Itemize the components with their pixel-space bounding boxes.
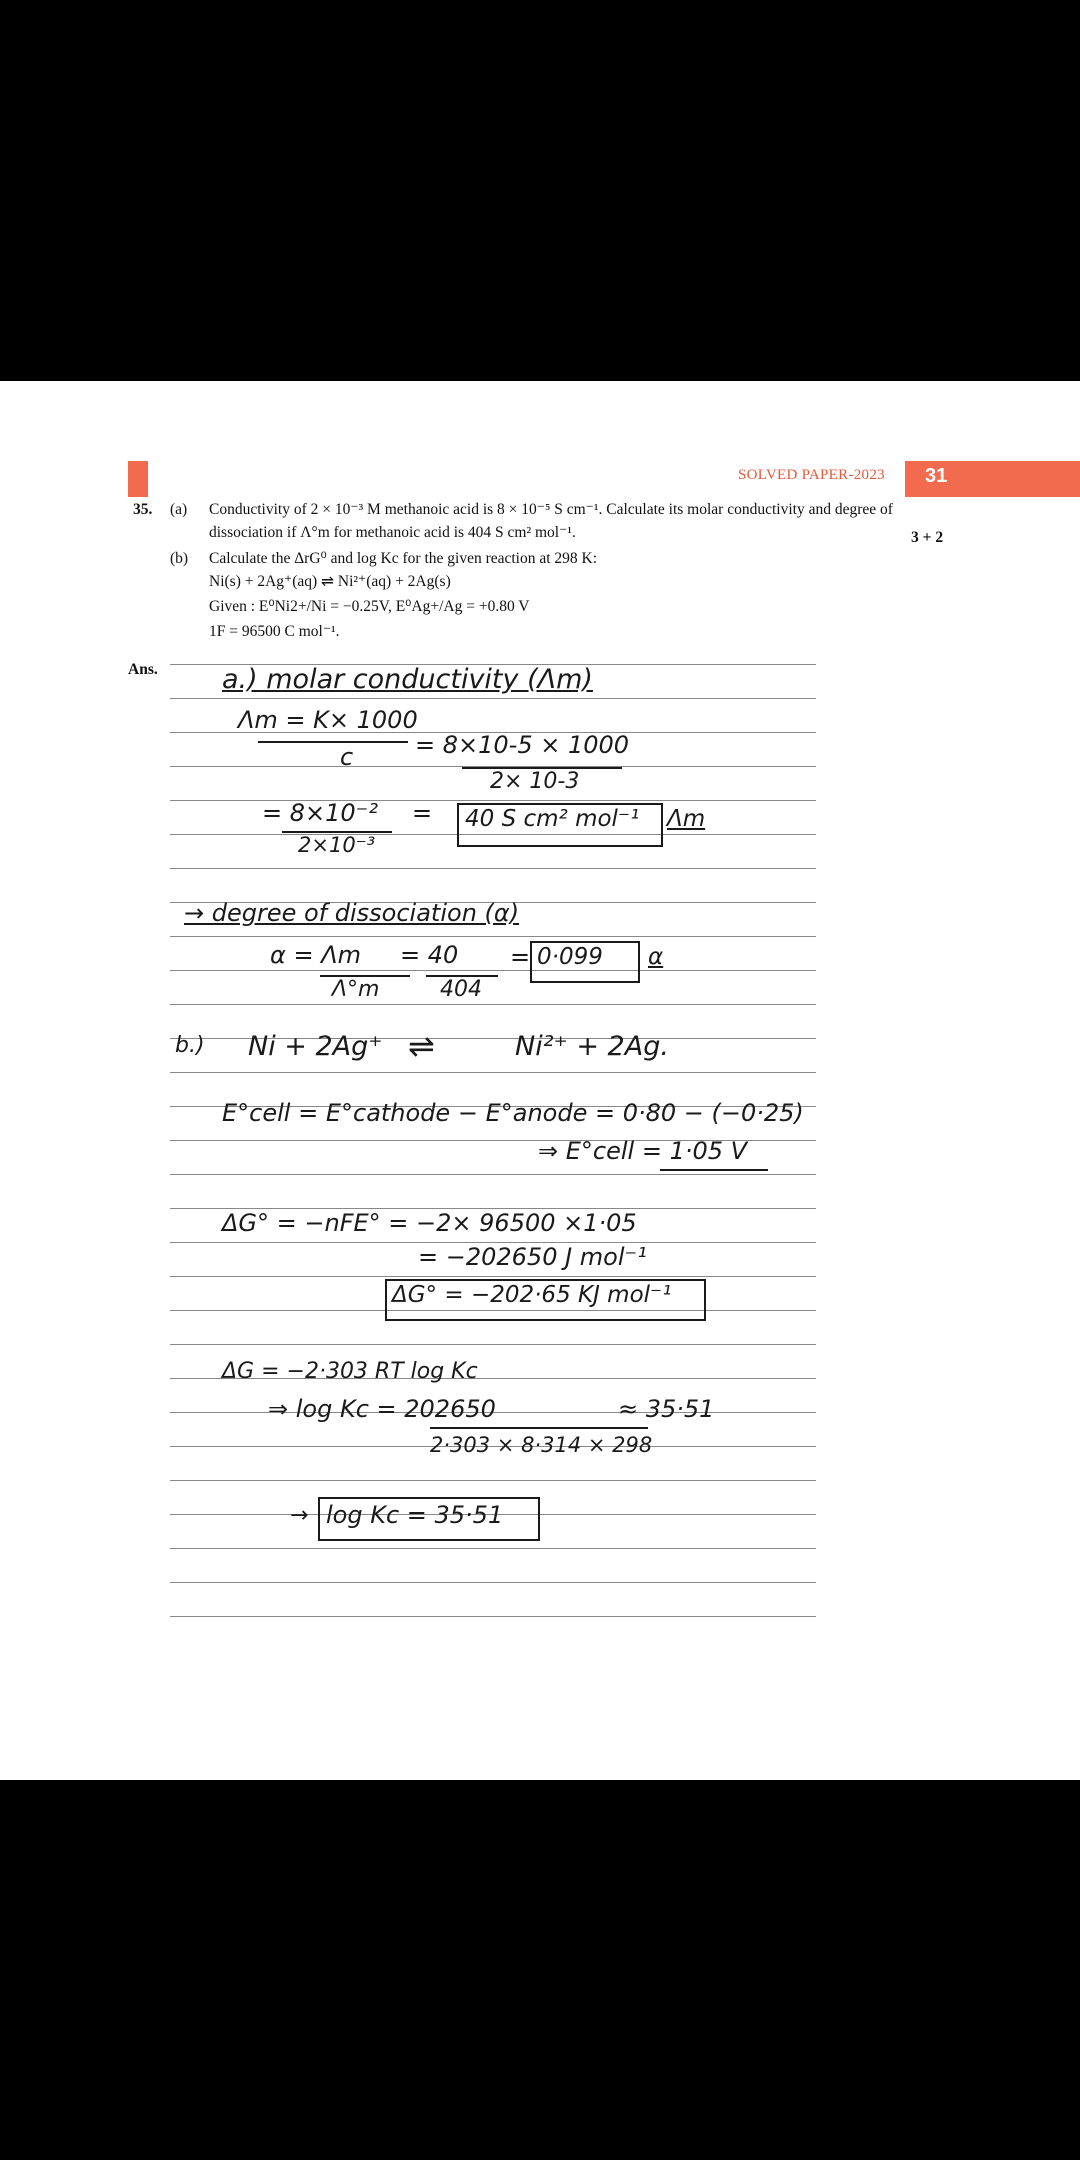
hw-alpha-heading: → degree of dissociation (α)	[184, 899, 520, 927]
document-page	[0, 381, 1080, 1780]
part-a-label: (a)	[170, 501, 188, 518]
hw-alpha-tag: α	[648, 944, 664, 970]
part-b-faraday: 1F = 96500 C mol⁻¹.	[209, 623, 340, 640]
fraction-bar	[430, 1427, 648, 1429]
hw-a-sub-num: = 8×10-5 × 1000	[415, 731, 630, 759]
hw-alpha-lhs-den: Λ°m	[332, 977, 380, 1002]
hw-b-label: b.)	[175, 1033, 205, 1058]
hw-a-step-den: 2×10⁻³	[298, 833, 376, 857]
hw-alpha-result: 0·099	[537, 944, 603, 970]
part-b-given: Given : E⁰Ni2+/Ni = −0.25V, E⁰Ag+/Ag = +0.80 V	[209, 598, 530, 615]
hw-dg-result: ΔG° = −202·65 KJ mol⁻¹	[392, 1282, 672, 1308]
hw-logk-den: 2·303 × 8·314 × 298	[430, 1433, 653, 1457]
part-b-reaction: Ni(s) + 2Ag⁺(aq) ⇌ Ni²⁺(aq) + 2Ag(s)	[209, 573, 451, 590]
hw-alpha-lhs: α = Λm	[270, 941, 361, 969]
hw-a-step-num: = 8×10⁻²	[262, 799, 378, 827]
hw-logk-arrow: →	[290, 1503, 309, 1528]
hw-dg-rt: ΔG = −2·303 RT log Kc	[222, 1359, 478, 1384]
hw-a-formula-den: c	[340, 743, 354, 771]
hw-b-reaction-arrow: ⇌	[408, 1027, 435, 1065]
hw-b-reaction-left: Ni + 2Ag⁺	[248, 1031, 383, 1062]
hw-logk-result: log Kc = 35·51	[326, 1501, 504, 1529]
header-accent-bar	[128, 461, 148, 497]
page-number: 31	[925, 465, 948, 487]
header-title: SOLVED PAPER-2023	[738, 467, 885, 483]
fraction-bar	[258, 741, 408, 743]
hw-a-sub-den: 2× 10-3	[490, 769, 580, 794]
part-b-line1: Calculate the ΔrG⁰ and log Kc for the given reaction at 298 K:	[209, 550, 598, 567]
hw-a-result-tag: Λm	[667, 806, 706, 832]
part-a-line1: Conductivity of 2 × 10⁻³ M methanoic acid is 8 × 10⁻⁵ S cm⁻¹. Calculate its molar conductivity and degree of	[209, 501, 893, 518]
hw-logk-approx: ≈ 35·51	[618, 1395, 715, 1423]
hw-ecell-line: E°cell = E°cathode − E°anode = 0·80 − (−0·25)	[222, 1099, 804, 1127]
hw-alpha-mid-den: 404	[440, 977, 482, 1002]
hw-a-formula-num: Λm = K× 1000	[238, 706, 418, 734]
part-b-label: (b)	[170, 550, 189, 567]
hw-alpha-eq: =	[510, 943, 531, 971]
hw-a-result: 40 S cm² mol⁻¹	[465, 806, 640, 832]
hw-dg-line1: ΔG° = −nFE° = −2× 96500 ×1·05	[222, 1209, 637, 1237]
answer-label: Ans.	[128, 661, 158, 678]
hw-b-reaction-right: Ni²⁺ + 2Ag.	[515, 1031, 669, 1062]
underline-stroke	[660, 1169, 768, 1171]
part-a-line2: dissociation if Λ°m for methanoic acid is 404 S cm² mol⁻¹.	[209, 524, 576, 541]
hw-logk-line: ⇒ log Kc = 202650	[268, 1395, 496, 1423]
hw-a-eq: =	[412, 799, 433, 827]
hw-a-heading: a.) molar conductivity (Λm)	[222, 664, 593, 695]
marks: 3 + 2	[911, 529, 944, 546]
question-number: 35.	[133, 501, 153, 518]
hw-dg-line2: = −202650 J mol⁻¹	[418, 1243, 647, 1271]
hw-alpha-mid: = 40	[400, 941, 459, 969]
hw-ecell-result: ⇒ E°cell = 1·05 V	[538, 1137, 748, 1165]
